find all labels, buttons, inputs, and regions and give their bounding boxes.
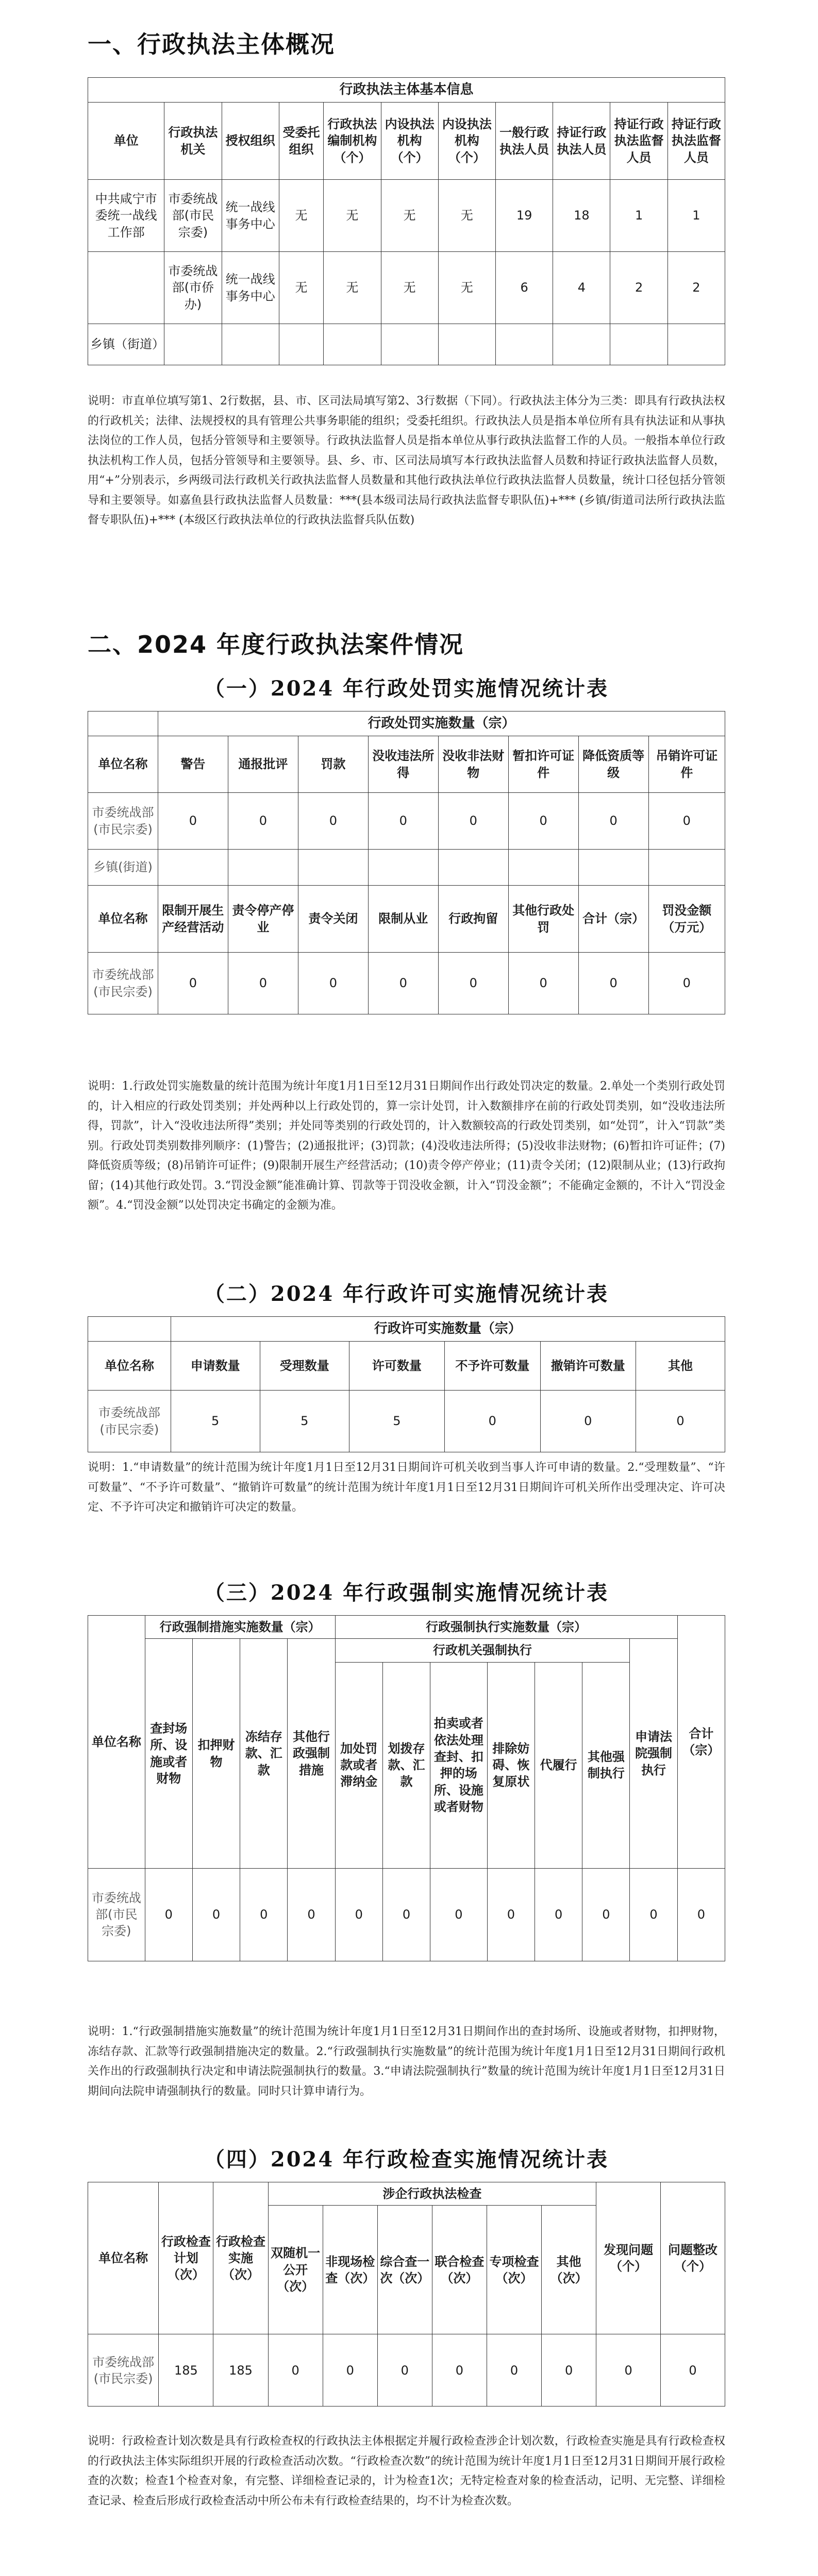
enforcement-table — [88, 1615, 725, 1961]
col-header: 排除妨碍、恢复原状 — [487, 1662, 535, 1868]
col-header: 内设执法机构（个） — [381, 103, 438, 180]
table-cell: 0 — [578, 953, 648, 1014]
table-cell: 市委统战部(市民宗委) — [88, 1391, 171, 1452]
table-cell: 市委统战部(市民宗委) — [88, 2334, 159, 2406]
table-cell: 4 — [553, 252, 610, 324]
table-cell: 无 — [279, 252, 324, 324]
col-header: 限制开展生产经营活动 — [158, 886, 228, 953]
col-header: 限制从业 — [368, 886, 438, 953]
col-header: 综合查一次（次） — [377, 2206, 432, 2334]
entity-table-caption: 行政执法主体基本信息 — [88, 78, 725, 103]
col-header: 暂扣许可证件 — [508, 736, 578, 793]
col-header: 降低资质等级 — [578, 736, 648, 793]
table-cell: 无 — [324, 252, 381, 324]
col-header: 单位名称 — [88, 1616, 145, 1869]
inspection-table-title: （四）2024 年行政检查实施情况统计表 — [204, 2147, 609, 2172]
table-cell: 5 — [260, 1391, 349, 1452]
table-cell: 0 — [228, 953, 298, 1014]
col-header: 加处罚款或者滞纳金 — [335, 1662, 382, 1868]
table-row — [88, 2334, 725, 2406]
table-cell: 0 — [368, 953, 438, 1014]
table-cell: 0 — [323, 2334, 377, 2406]
table-cell: 1 — [667, 180, 725, 252]
table-row — [88, 252, 725, 324]
table-cell: 1 — [610, 180, 667, 252]
table-cell: 0 — [298, 793, 368, 850]
table-cell: 2 — [667, 252, 725, 324]
entity-table-block — [88, 77, 725, 365]
table-cell: 0 — [228, 793, 298, 850]
table-cell: 0 — [192, 1868, 240, 1961]
table-cell: 0 — [648, 793, 725, 850]
permit-note: 说明：1.“申请数量”的统计范围为统计年度1月1日至12月31日期间许可机关收到当事人许可申请的数量。2.“受理数量”、“许可数量”、“不予许可数量”、“撤销许可数量”的统计范围为统计年度1月1日至12月31日期间许可机关所作出受理决定、许可决定、不予许可决定和撤销许可决定的数量。 — [88, 1461, 725, 1514]
table-row — [88, 850, 725, 886]
table-cell: 无 — [279, 180, 324, 252]
table-row — [88, 324, 725, 365]
col-header: 持证行政执法监督人员 — [667, 103, 725, 180]
table-cell: 0 — [438, 793, 508, 850]
enforcement-note: 说明：1.“行政强制措施实施数量”的统计范围为统计年度1月1日至12月31日期间作出的查封场所、设施或者财物，扣押财物，冻结存款、汇款等行政强制措施决定的数量。2.“行政强制执行实施数量”的统计范围为统计年度1月1日至12月31日期间行政机关作出的行政强制执行决定和申请法院强制执行的数量。3.“申请法院强制执行”数量的统计范围为统计年度1月1日至12月31日期间向法院申请强制执行的数量。同时只计算申请行为。 — [88, 2025, 725, 2098]
enforcement-table-title: （三）2024 年行政强制实施情况统计表 — [204, 1581, 609, 1605]
col-header: 单位名称 — [88, 2182, 159, 2334]
table-cell: 0 — [508, 953, 578, 1014]
col-header: 问题整改（个） — [661, 2182, 725, 2334]
col-header: 受委托组织 — [279, 103, 324, 180]
table-cell: 6 — [496, 252, 553, 324]
table-cell: 0 — [445, 1391, 540, 1452]
col-header: 责令关闭 — [298, 886, 368, 953]
table-cell: 0 — [582, 1868, 630, 1961]
permit-section-title — [88, 1278, 725, 1307]
table-cell: 0 — [430, 1868, 488, 1961]
table-cell: 0 — [288, 1868, 335, 1961]
table-cell: 无 — [438, 180, 495, 252]
table-cell: 0 — [630, 1868, 677, 1961]
table-cell: 2 — [610, 252, 667, 324]
col-header: 行政执法机关 — [164, 103, 222, 180]
table-cell: 市委统战部(市民宗委) — [88, 793, 158, 850]
col-header: 受理数量 — [260, 1342, 349, 1391]
col-header: 一般行政执法人员 — [496, 103, 553, 180]
table-cell: 0 — [487, 1868, 535, 1961]
col-header: 行政检查实施（次） — [213, 2182, 268, 2334]
group-header: 行政机关强制执行 — [335, 1639, 630, 1662]
col-header: 罚没金额（万元） — [648, 886, 725, 953]
section-1 — [88, 26, 725, 60]
table-cell: 0 — [542, 2334, 596, 2406]
table-cell: 0 — [368, 793, 438, 850]
group-header: 涉企行政执法检查 — [268, 2182, 596, 2206]
table-cell: 0 — [268, 2334, 323, 2406]
section-2-heading: 二、2024 年度行政执法案件情况 — [88, 631, 464, 658]
table-cell: 0 — [648, 953, 725, 1014]
group-header: 行政强制执行实施数量（宗） — [335, 1616, 677, 1639]
inspection-table — [88, 2182, 725, 2406]
permit-table — [88, 1316, 725, 1452]
col-header: 持证行政执法人员 — [553, 103, 610, 180]
col-header: 通报批评 — [228, 736, 298, 793]
table-cell: 185 — [159, 2334, 213, 2406]
table-cell: 市委统战部(市民宗委) — [88, 953, 158, 1014]
col-header: 持证行政执法监督人员 — [610, 103, 667, 180]
table-cell: 统一战线事务中心 — [222, 180, 279, 252]
col-header: 专项检查（次） — [487, 2206, 541, 2334]
group-header: 行政强制措施实施数量（宗） — [145, 1616, 335, 1639]
table-cell: 0 — [438, 953, 508, 1014]
permit-table-caption: 行政许可实施数量（宗） — [171, 1317, 725, 1342]
table-cell: 0 — [596, 2334, 661, 2406]
table-cell: 0 — [578, 793, 648, 850]
table-cell: 乡镇(街道) — [88, 850, 158, 886]
col-header: 没收非法财物 — [438, 736, 508, 793]
table-cell — [88, 252, 164, 324]
col-header: 责令停产停业 — [228, 886, 298, 953]
table-cell: 0 — [335, 1868, 382, 1961]
table-cell: 无 — [438, 252, 495, 324]
table-cell: 0 — [298, 953, 368, 1014]
col-header: 划拨存款、汇款 — [382, 1662, 430, 1868]
inspection-note: 说明：行政检查计划次数是具有行政检查权的行政执法主体根据定并履行政检查涉企计划次数，行政检查实施是具有行政检查权的行政执法主体实际组织开展的行政检查活动次数。“行政检查次数”的统计范围为统计年度1月1日至12月31日期间开展行政检查的次数；检查1个检查对象，有完整、详细检查记录的，计为检查1次；无特定检查对象的检查活动，记明、无完整、详细检查记录、检查后形成行政检查活动中所公布未有行政检查结果的，均不计为检查次数。 — [88, 2435, 725, 2507]
col-header: 查封场所、设施或者财物 — [145, 1639, 192, 1868]
col-header: 罚款 — [298, 736, 368, 793]
col-header: 行政检查计划（次） — [159, 2182, 213, 2334]
col-header: 冻结存款、汇款 — [240, 1639, 288, 1868]
table-row — [88, 180, 725, 252]
penalty-note: 说明：1.行政处罚实施数量的统计范围为统计年度1月1日至12月31日期间作出行政处罚决定的数量。2.单处一个类别行政处罚的，计入相应的行政处罚类别；并处两种以上行政处罚的，算一宗计处罚，计入数额排序在前的行政处罚类别，如“没收违法所得，罚款”，计入“没收违法所得”类别；并处同等类别的行政处罚的，计入数额较高的行政处罚类别，如“处罚”，计入“罚款”类别。行政处罚类别数排列顺序：(1)警告；(2)通报批评；(3)罚款；(4)没收违法所得；(5)没收非法财物；(6)暂扣许可证件；(7)降低资质等级；(8)吊销许可证件；(9)限制开展生产经营活动；(10)责令停产停业；(11)责令关闭；(12)限制从业；(13)行政拘留；(14)其他行政处罚。3.“罚没金额”能准确计算、罚款等于罚没收金额，计入“罚没金额”；不能确定金额的，不计入“罚没金额”。4.“罚没金额”以处罚决定书确定的金额为准。 — [88, 1080, 725, 1212]
table-cell: 0 — [377, 2334, 432, 2406]
table-cell: 0 — [636, 1391, 725, 1452]
table-cell: 统一战线事务中心 — [222, 252, 279, 324]
table-cell: 0 — [487, 2334, 541, 2406]
inspection-section-title — [88, 2143, 725, 2173]
col-header: 吊销许可证件 — [648, 736, 725, 793]
col-header: 单位名称 — [88, 736, 158, 793]
col-header: 联合检查（次） — [432, 2206, 487, 2334]
table-cell: 0 — [535, 1868, 582, 1961]
col-header: 撤销许可数量 — [540, 1342, 636, 1391]
inspection-table-block — [88, 2182, 725, 2406]
table-cell: 中共咸宁市委统一战线工作部 — [88, 180, 164, 252]
col-header: 单位名称 — [88, 886, 158, 953]
table-cell: 19 — [496, 180, 553, 252]
table-cell: 乡镇（街道） — [88, 324, 164, 365]
col-header: 双随机一公开（次） — [268, 2206, 323, 2334]
table-cell: 185 — [213, 2334, 268, 2406]
col-header: 拍卖或者依法处理查封、扣押的场所、设施或者财物 — [430, 1662, 488, 1868]
table-cell: 0 — [158, 953, 228, 1014]
table-cell: 0 — [382, 1868, 430, 1961]
col-header: 代履行 — [535, 1662, 582, 1868]
table-row — [88, 1868, 725, 1961]
entity-table — [88, 77, 725, 365]
col-header: 不予许可数量 — [445, 1342, 540, 1391]
col-header: 合计（宗） — [677, 1616, 725, 1869]
table-cell: 0 — [145, 1868, 192, 1961]
table-cell: 0 — [158, 793, 228, 850]
table-cell: 5 — [171, 1391, 260, 1452]
section-1-heading: 一、行政执法主体概况 — [88, 30, 335, 58]
permit-table-block — [88, 1316, 725, 1452]
enforcement-section-title — [88, 1577, 725, 1606]
table-cell: 市委统战部(市侨办) — [164, 252, 222, 324]
col-header: 其他（次） — [542, 2206, 596, 2334]
penalty-table-title: （一）2024 年行政处罚实施情况统计表 — [204, 676, 609, 701]
penalty-section-title — [88, 672, 725, 702]
table-cell: 0 — [661, 2334, 725, 2406]
col-header: 发现问题（个） — [596, 2182, 661, 2334]
col-header: 警告 — [158, 736, 228, 793]
col-header: 其他 — [636, 1342, 725, 1391]
col-header: 内设执法机构（个） — [438, 103, 495, 180]
table-cell: 0 — [240, 1868, 288, 1961]
table-cell: 无 — [324, 180, 381, 252]
permit-table-title: （二）2024 年行政许可实施情况统计表 — [204, 1282, 609, 1306]
table-row — [88, 793, 725, 850]
table-cell: 无 — [381, 252, 438, 324]
col-header: 许可数量 — [349, 1342, 444, 1391]
col-header: 行政执法编制机构（个） — [324, 103, 381, 180]
table-row — [88, 1391, 725, 1452]
col-header: 其他行政强制措施 — [288, 1639, 335, 1868]
penalty-table-caption: 行政处罚实施数量（宗） — [158, 711, 725, 736]
col-header: 单位 — [88, 103, 164, 180]
col-header: 合计（宗） — [578, 886, 648, 953]
table-cell: 0 — [508, 793, 578, 850]
col-header: 非现场检查（次） — [323, 2206, 377, 2334]
table-cell: 5 — [349, 1391, 444, 1452]
table-cell: 无 — [381, 180, 438, 252]
section-1-note: 说明：市直单位填写第1、2行数据，县、市、区司法局填写第2、3行数据（下同）。行政执法主体分为三类：即具有行政执法权的行政机关；法律、法规授权的具有管理公共事务职能的组织；受委托组织。行政执法人员是指本单位所有具有执法证和从事执法岗位的工作人员，包括分管领导和主要领导。行政执法监督人员是指本单位从事行政执法监督工作的人员。一般指本单位行政执法机构工作人员，包括分管领导和主要领导。县、乡、市、区司法局填写本行政执法监督人员数和持证行政执法监督人员数，用“+”分别表示，乡两级司法行政机关行政执法监督人员数量和其他行政执法单位行政执法监督人员数量，统计口径包括分管领导和主要领导。如嘉鱼县行政执法监督人员数量：***(县本级司法局行政执法监督专职队伍)+*** (乡镇/街道司法所行政执法监督专职队伍)+*** (本级区行政执法单位的行政执法监督兵队伍数) — [88, 395, 725, 527]
table-cell: 0 — [432, 2334, 487, 2406]
table-cell: 0 — [677, 1868, 725, 1961]
col-header: 扣押财物 — [192, 1639, 240, 1868]
col-header: 其他行政处罚 — [508, 886, 578, 953]
penalty-table-block — [88, 711, 725, 1014]
col-header: 申请数量 — [171, 1342, 260, 1391]
col-header: 其他强制执行 — [582, 1662, 630, 1868]
col-header: 行政拘留 — [438, 886, 508, 953]
col-header: 没收违法所得 — [368, 736, 438, 793]
penalty-table — [88, 711, 725, 1014]
col-header: 单位名称 — [88, 1342, 171, 1391]
table-cell: 0 — [540, 1391, 636, 1452]
table-row — [88, 953, 725, 1014]
table-cell: 市委统战部(市民宗委) — [88, 1868, 145, 1961]
col-header: 授权组织 — [222, 103, 279, 180]
enforcement-table-block — [88, 1615, 725, 1961]
section-2 — [88, 626, 725, 660]
table-cell: 18 — [553, 180, 610, 252]
table-cell: 市委统战部(市民宗委) — [164, 180, 222, 252]
col-header: 申请法院强制执行 — [630, 1639, 677, 1868]
